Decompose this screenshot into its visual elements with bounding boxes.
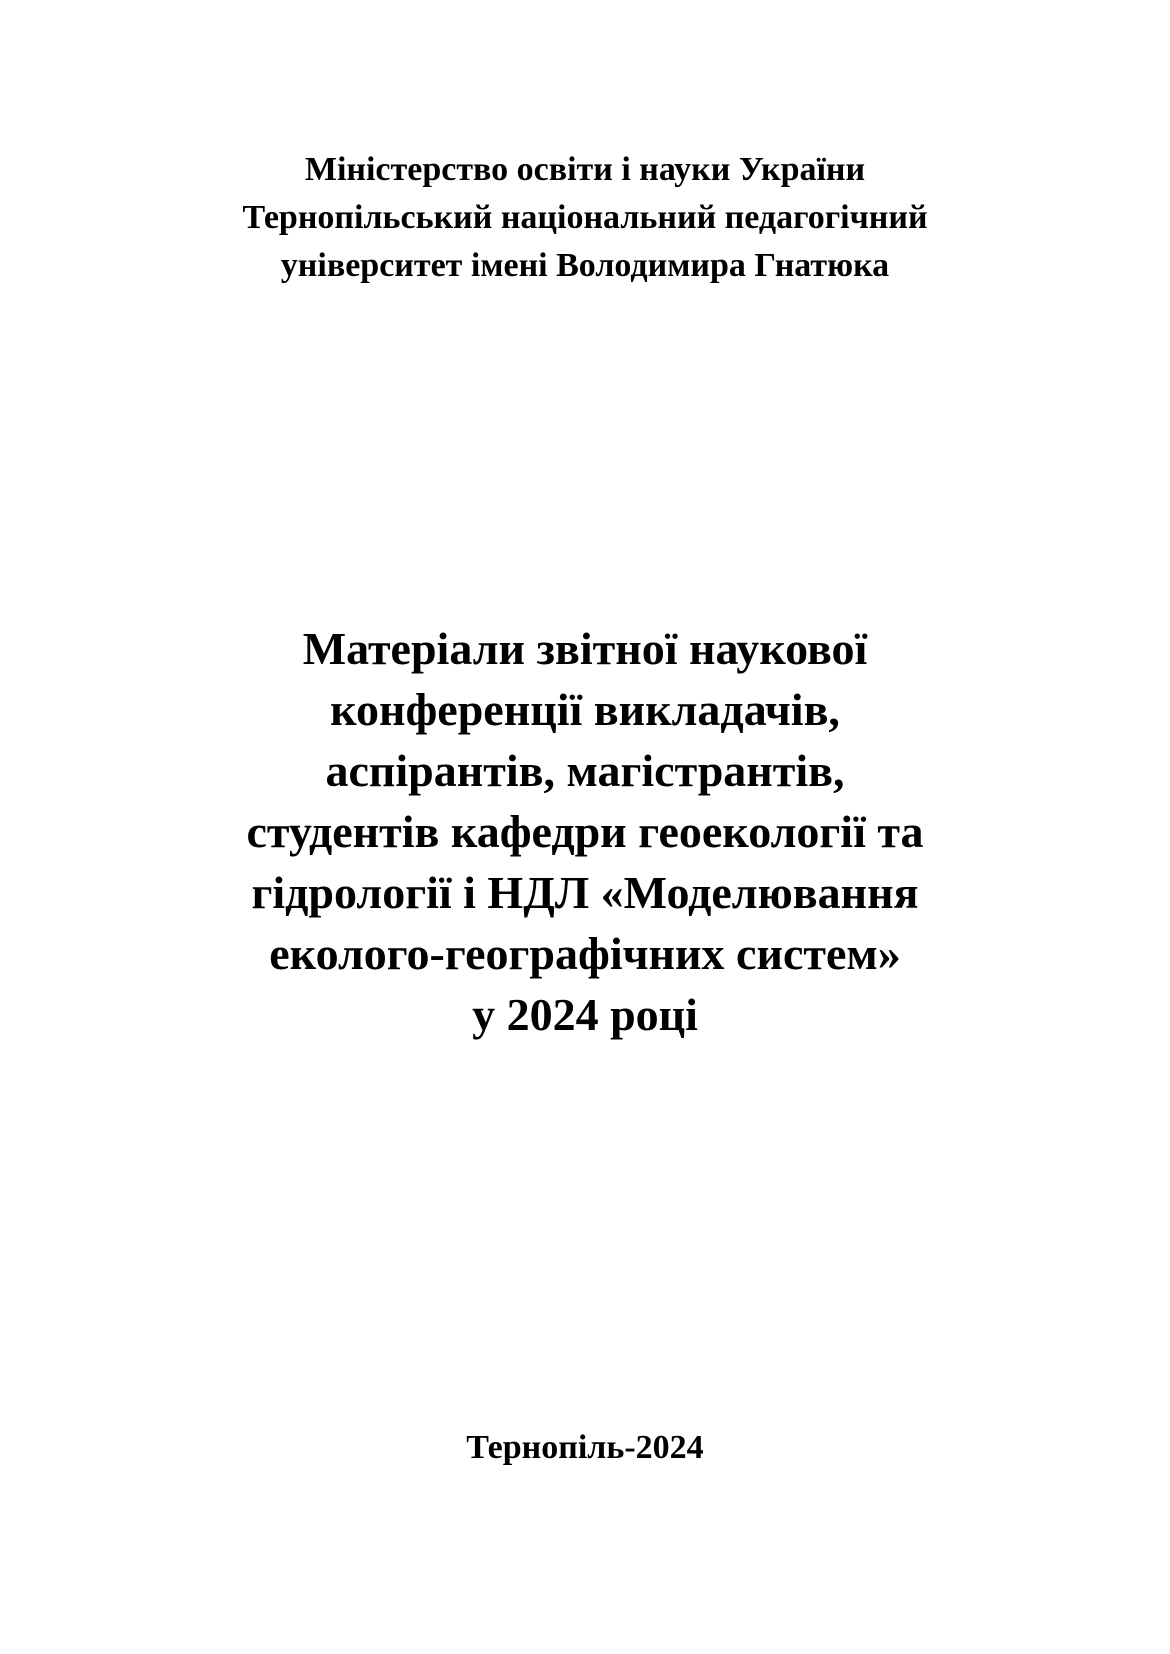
title-line-2: конференції викладачів, <box>330 684 840 735</box>
title-line-5: гідрології і НДЛ «Моделювання <box>251 867 919 918</box>
title-line-6: еколого-географічних систем» <box>269 928 901 979</box>
title-line-7: у 2024 році <box>472 989 698 1040</box>
university-name-line-2: університет імені Володимира Гнатюка <box>280 247 890 284</box>
title-line-4: студентів кафедри геоекології та <box>246 806 924 857</box>
ministry-line: Міністерство освіти і науки України <box>304 151 866 188</box>
institution-header <box>85 146 1085 290</box>
imprint-footer <box>85 1424 1085 1472</box>
university-name-line-1: Тернопільський національний педагогічний <box>242 199 928 236</box>
city-year-line: Тернопіль-2024 <box>466 1429 704 1466</box>
title-line-3: аспірантів, магістрантів, <box>325 745 845 796</box>
document-title <box>85 618 1085 1045</box>
title-line-1: Матеріали звітної наукової <box>302 623 868 674</box>
